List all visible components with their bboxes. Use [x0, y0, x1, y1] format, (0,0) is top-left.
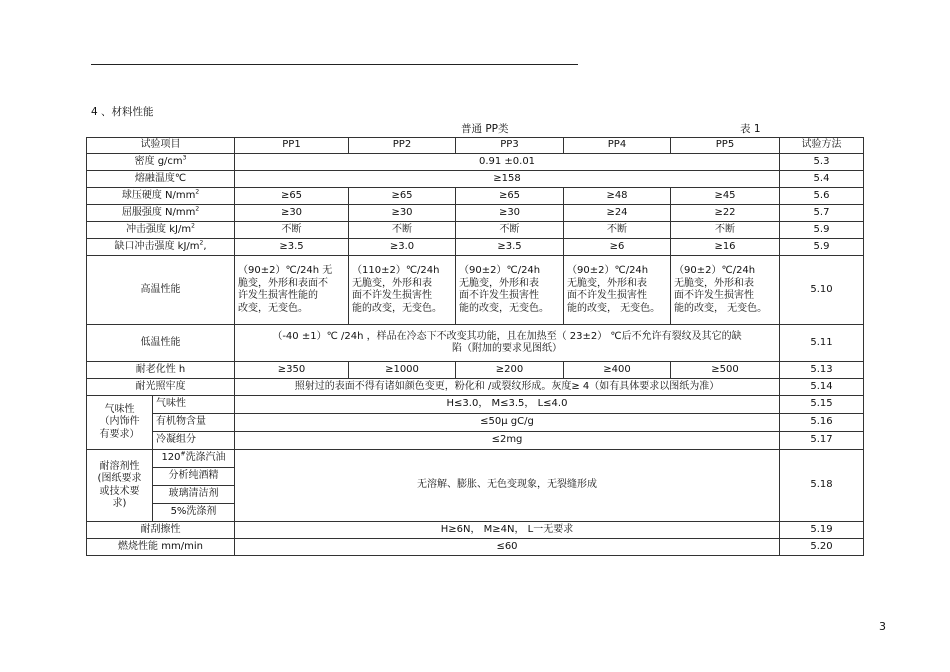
section-title: 4 、材料性能	[91, 106, 154, 118]
row-low-temp	[87, 325, 864, 362]
yield-strength-pp2: ≥30	[349, 205, 456, 222]
yield-strength-pp5: ≥22	[671, 205, 780, 222]
notched-impact-pp4: ≥6	[564, 239, 671, 256]
odor-group-label: 气味性 （内饰件 有要求）	[87, 396, 153, 450]
light-fastness-label: 耐光照牢度	[87, 379, 235, 396]
burning-label: 燃烧性能 mm/min	[87, 539, 235, 556]
high-temp-pp3: （90±2）℃/24h 无脆变，外形和表 面不许发生损害性 能的改变，无变色。	[456, 256, 564, 325]
row-density	[87, 154, 864, 171]
header-pp3: PP3	[456, 138, 564, 154]
light-fastness-method: 5.14	[780, 379, 864, 396]
material-properties-table	[86, 137, 864, 556]
aging-pp2: ≥1000	[349, 362, 456, 379]
ball-hardness-method: 5.6	[780, 188, 864, 205]
header-pp1: PP1	[235, 138, 349, 154]
burning-method: 5.20	[780, 539, 864, 556]
aging-pp5: ≥500	[671, 362, 780, 379]
impact-pp3: 不断	[456, 222, 564, 239]
header-rule	[91, 64, 578, 65]
odor-value: H≤3.0， M≤3.5， L≤4.0	[235, 396, 780, 414]
solvent-item-alcohol: 分析纯酒精	[153, 468, 235, 486]
ball-hardness-label: 球压硬度 $N/mm^2$	[87, 188, 235, 205]
melting-label: 熔融温度℃	[87, 171, 235, 188]
row-aging	[87, 362, 864, 379]
light-fastness-value: 照射过的表面不得有诸如颜色变更，粉化和 /或裂纹形成。灰度≥ 4（如有具体要求以图纸为准）	[235, 379, 780, 396]
melting-method: 5.4	[780, 171, 864, 188]
solvent-item-glass-cleaner: 玻璃清洁剂	[153, 486, 235, 504]
solvent-group-label: 耐溶剂性 (图纸要求 或技术要 求)	[87, 450, 153, 522]
scratch-method: 5.19	[780, 522, 864, 539]
solvent-value: 无溶解、膨胀、无色变现象，无裂缝形成	[235, 450, 780, 522]
ball-hardness-pp4: ≥48	[564, 188, 671, 205]
aging-method: 5.13	[780, 362, 864, 379]
impact-pp5: 不断	[671, 222, 780, 239]
row-yield-strength	[87, 205, 864, 222]
table-caption: 普通 PP类	[461, 123, 509, 135]
impact-label: 冲击强度 $kJ/m^2$	[87, 222, 235, 239]
row-fogging	[87, 432, 864, 450]
scratch-value: H≥6N， M≥4N， L一无要求	[235, 522, 780, 539]
notched-impact-pp1: ≥3.5	[235, 239, 349, 256]
organic-content-label: 有机物含量	[153, 414, 235, 432]
scratch-label: 耐刮擦性	[87, 522, 235, 539]
density-label: 密度 $g/cm^3$	[87, 154, 235, 171]
notched-impact-pp3: ≥3.5	[456, 239, 564, 256]
melting-value: ≥158	[235, 171, 780, 188]
yield-strength-label: 屈服强度 $N/mm^2$	[87, 205, 235, 222]
organic-content-method: 5.16	[780, 414, 864, 432]
row-scratch	[87, 522, 864, 539]
high-temp-label: 高温性能	[87, 256, 235, 325]
yield-strength-method: 5.7	[780, 205, 864, 222]
header-pp4: PP4	[564, 138, 671, 154]
fogging-value: ≤2mg	[235, 432, 780, 450]
yield-strength-pp1: ≥30	[235, 205, 349, 222]
row-melting	[87, 171, 864, 188]
row-light-fastness	[87, 379, 864, 396]
ball-hardness-pp2: ≥65	[349, 188, 456, 205]
table-number: 表 1	[740, 123, 761, 135]
low-temp-value: （-40 ±1）℃ /24h ，样品在冷态下不改变其功能，且在加热至（ 23±2） ℃后不允许有裂纹及其它的缺 陷（附加的要求见图纸）	[235, 325, 780, 362]
header-method: 试验方法	[780, 138, 864, 154]
row-solvent-1	[87, 450, 864, 468]
solvent-method: 5.18	[780, 450, 864, 522]
ball-hardness-pp5: ≥45	[671, 188, 780, 205]
impact-pp1: 不断	[235, 222, 349, 239]
header-pp2: PP2	[349, 138, 456, 154]
solvent-item-gasoline: 120#洗涤汽油	[153, 450, 235, 468]
aging-pp3: ≥200	[456, 362, 564, 379]
impact-method: 5.9	[780, 222, 864, 239]
density-method: 5.3	[780, 154, 864, 171]
solvent-item-detergent: 5%洗涤剂	[153, 504, 235, 522]
ball-hardness-pp1: ≥65	[235, 188, 349, 205]
notched-impact-label: 缺口冲击强度 $kJ/m^2$,	[87, 239, 235, 256]
page-number: 3	[879, 620, 886, 633]
aging-label: 耐老化性 h	[87, 362, 235, 379]
low-temp-label: 低温性能	[87, 325, 235, 362]
impact-pp4: 不断	[564, 222, 671, 239]
table-header-row	[87, 138, 864, 154]
organic-content-value: ≤50μ gC/g	[235, 414, 780, 432]
aging-pp4: ≥400	[564, 362, 671, 379]
odor-label: 气味性	[153, 396, 235, 414]
high-temp-pp2: （110±2）℃/24h 无脆变，外形和表 面不许发生损害性 能的改变，无变色。	[349, 256, 456, 325]
notched-impact-method: 5.9	[780, 239, 864, 256]
high-temp-pp5: （90±2）℃/24h 无脆变，外形和表 面不许发生损害性 能的改变， 无变色。	[671, 256, 780, 325]
row-impact	[87, 222, 864, 239]
impact-pp2: 不断	[349, 222, 456, 239]
low-temp-method: 5.11	[780, 325, 864, 362]
burning-value: ≤60	[235, 539, 780, 556]
high-temp-pp4: （90±2）℃/24h 无脆变，外形和表 面不许发生损害性 能的改变， 无变色。	[564, 256, 671, 325]
density-value: 0.91 ±0.01	[235, 154, 780, 171]
yield-strength-pp3: ≥30	[456, 205, 564, 222]
notched-impact-pp2: ≥3.0	[349, 239, 456, 256]
row-high-temp	[87, 256, 864, 325]
odor-method: 5.15	[780, 396, 864, 414]
header-pp5: PP5	[671, 138, 780, 154]
high-temp-pp1: （90±2）℃/24h 无 脆变，外形和表面不 许发生损害性能的 改变，无变色。	[235, 256, 349, 325]
header-item: 试验项目	[87, 138, 235, 154]
high-temp-method: 5.10	[780, 256, 864, 325]
row-ball-hardness	[87, 188, 864, 205]
row-burning	[87, 539, 864, 556]
aging-pp1: ≥350	[235, 362, 349, 379]
fogging-label: 冷凝组分	[153, 432, 235, 450]
yield-strength-pp4: ≥24	[564, 205, 671, 222]
row-notched-impact	[87, 239, 864, 256]
notched-impact-pp5: ≥16	[671, 239, 780, 256]
fogging-method: 5.17	[780, 432, 864, 450]
row-organic-content	[87, 414, 864, 432]
row-odor	[87, 396, 864, 414]
ball-hardness-pp3: ≥65	[456, 188, 564, 205]
